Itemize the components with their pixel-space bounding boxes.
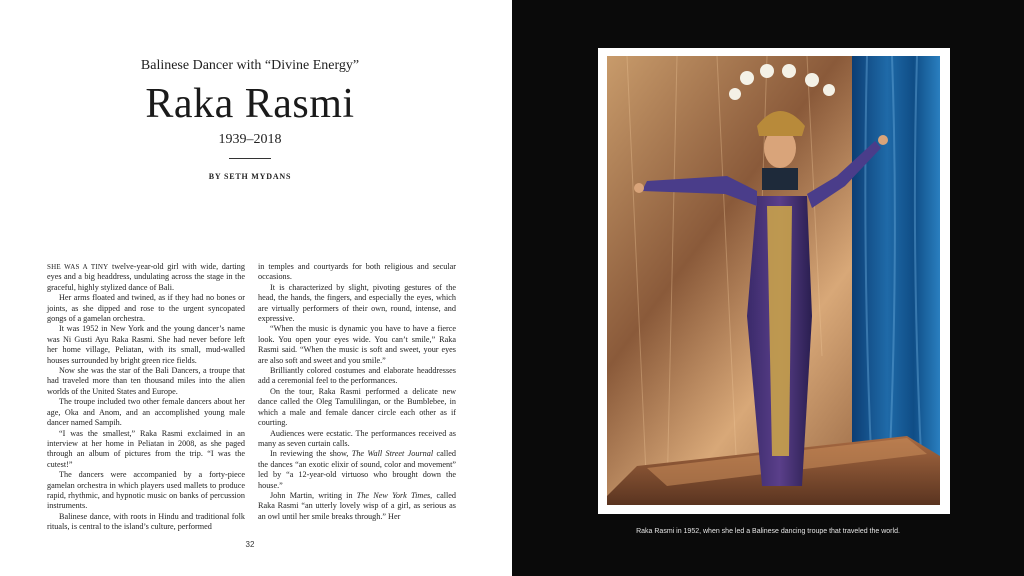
article-title: Raka Rasmi xyxy=(145,81,355,127)
paragraph: It was 1952 in New York and the young dancer’s name was Ni Gusti Ayu Raka Rasmi. She had never before left her home village, Peliatan, with its small, mud-walled houses surrounded by bright green rice fields. xyxy=(47,324,245,365)
paragraph: It is characterized by slight, pivoting gestures of the head, the hands, the fingers, and especially the eyes, which are virtually performers of their own, round, intense, and expressive. xyxy=(258,282,456,324)
lead-in-caps: SHE WAS A TINY xyxy=(47,263,109,271)
paragraph: The dancers were accompanied by a forty-piece gamelan orchestra in which players used mallets to produce rapid, rhythmic, and hypnotic music on banks of percussion instruments. xyxy=(47,470,245,511)
article-dates: 1939–2018 xyxy=(218,132,282,147)
article-byline: BY SETH MYDANS xyxy=(208,172,292,181)
photo-frame xyxy=(598,48,950,514)
title-divider xyxy=(229,158,271,159)
paragraph-text: , called Raka Rasmi “an utterly lovely wisp of a girl, as serious as an owl until her smile breaks through.” Her xyxy=(258,490,457,521)
paragraph: Now she was the star of the Bali Dancers, a troupe that had traveled more than ten thousand miles into the alien worlds of the United States and Europe. xyxy=(47,366,245,396)
text-column-2 xyxy=(258,262,456,522)
article-kicker: Balinese Dancer with “Divine Energy” xyxy=(140,58,360,73)
paragraph: Audiences were ecstatic. The performances received as many as seven curtain calls. xyxy=(258,428,456,448)
paragraph: “When the music is dynamic you have to have a fierce look. You open your eyes wide. You can’t smile,” Raka Rasmi said. “When the music is soft and sweet, your eyes are also soft and sweet and you smile.” xyxy=(258,324,456,365)
paragraph: The troupe included two other female dancers about her age, Oka and Anom, and an accomplished young male dancer named Sampih. xyxy=(47,397,245,428)
paragraph xyxy=(47,262,245,293)
paragraph-text: In reviewing the show, xyxy=(270,449,352,459)
publication-name: The New York Times xyxy=(356,490,431,500)
text-column-1 xyxy=(47,262,245,533)
paragraph: Balinese dance, with roots in Hindu and traditional folk rituals, is central to the island’s culture, performed xyxy=(47,511,245,532)
page-number: 32 xyxy=(245,540,255,549)
dancer-illustration xyxy=(607,56,940,505)
paragraph-text: John Martin, writing in xyxy=(270,490,357,500)
paragraph-text: called the dances “an exotic elixir of sound, color and movement” led by “a 12-year-old virtuoso who brought down the house.” xyxy=(258,449,456,490)
paragraph: in temples and courtyards for both religious and secular occasions. xyxy=(258,262,456,282)
photo-caption: Raka Rasmi in 1952, when she led a Balinese dancing troupe that traveled the world. xyxy=(636,528,900,535)
paragraph: Her arms floated and twined, as if they had no bones or joints, as she dipped and rose to the urgent syncopated gongs of a gamelan orchestra. xyxy=(47,293,245,324)
paragraph: On the tour, Raka Rasmi performed a delicate new dance called the Oleg Tamulilingan, or the Bumblebee, in which a male and female dancer circle each other as if courting. xyxy=(258,386,456,428)
paragraph-text: twelve-year-old girl with wide, darting eyes and a big headdress, undulating across the stage in the graceful, highly stylized dance of Bali. xyxy=(47,262,245,292)
paragraph xyxy=(258,449,456,491)
paragraph xyxy=(258,491,456,522)
right-page xyxy=(512,0,1024,576)
paragraph: Brilliantly colored costumes and elaborate headdresses add a ceremonial feel to the performances. xyxy=(258,366,456,386)
dancer-photo xyxy=(607,56,940,505)
paragraph: “I was the smallest,” Raka Rasmi exclaimed in an interview at her home in Peliatan in 2008, as she paged through an album of pictures from the trip. “I was the cutest!” xyxy=(47,428,245,469)
publication-name: The Wall Street Journal xyxy=(351,449,434,459)
